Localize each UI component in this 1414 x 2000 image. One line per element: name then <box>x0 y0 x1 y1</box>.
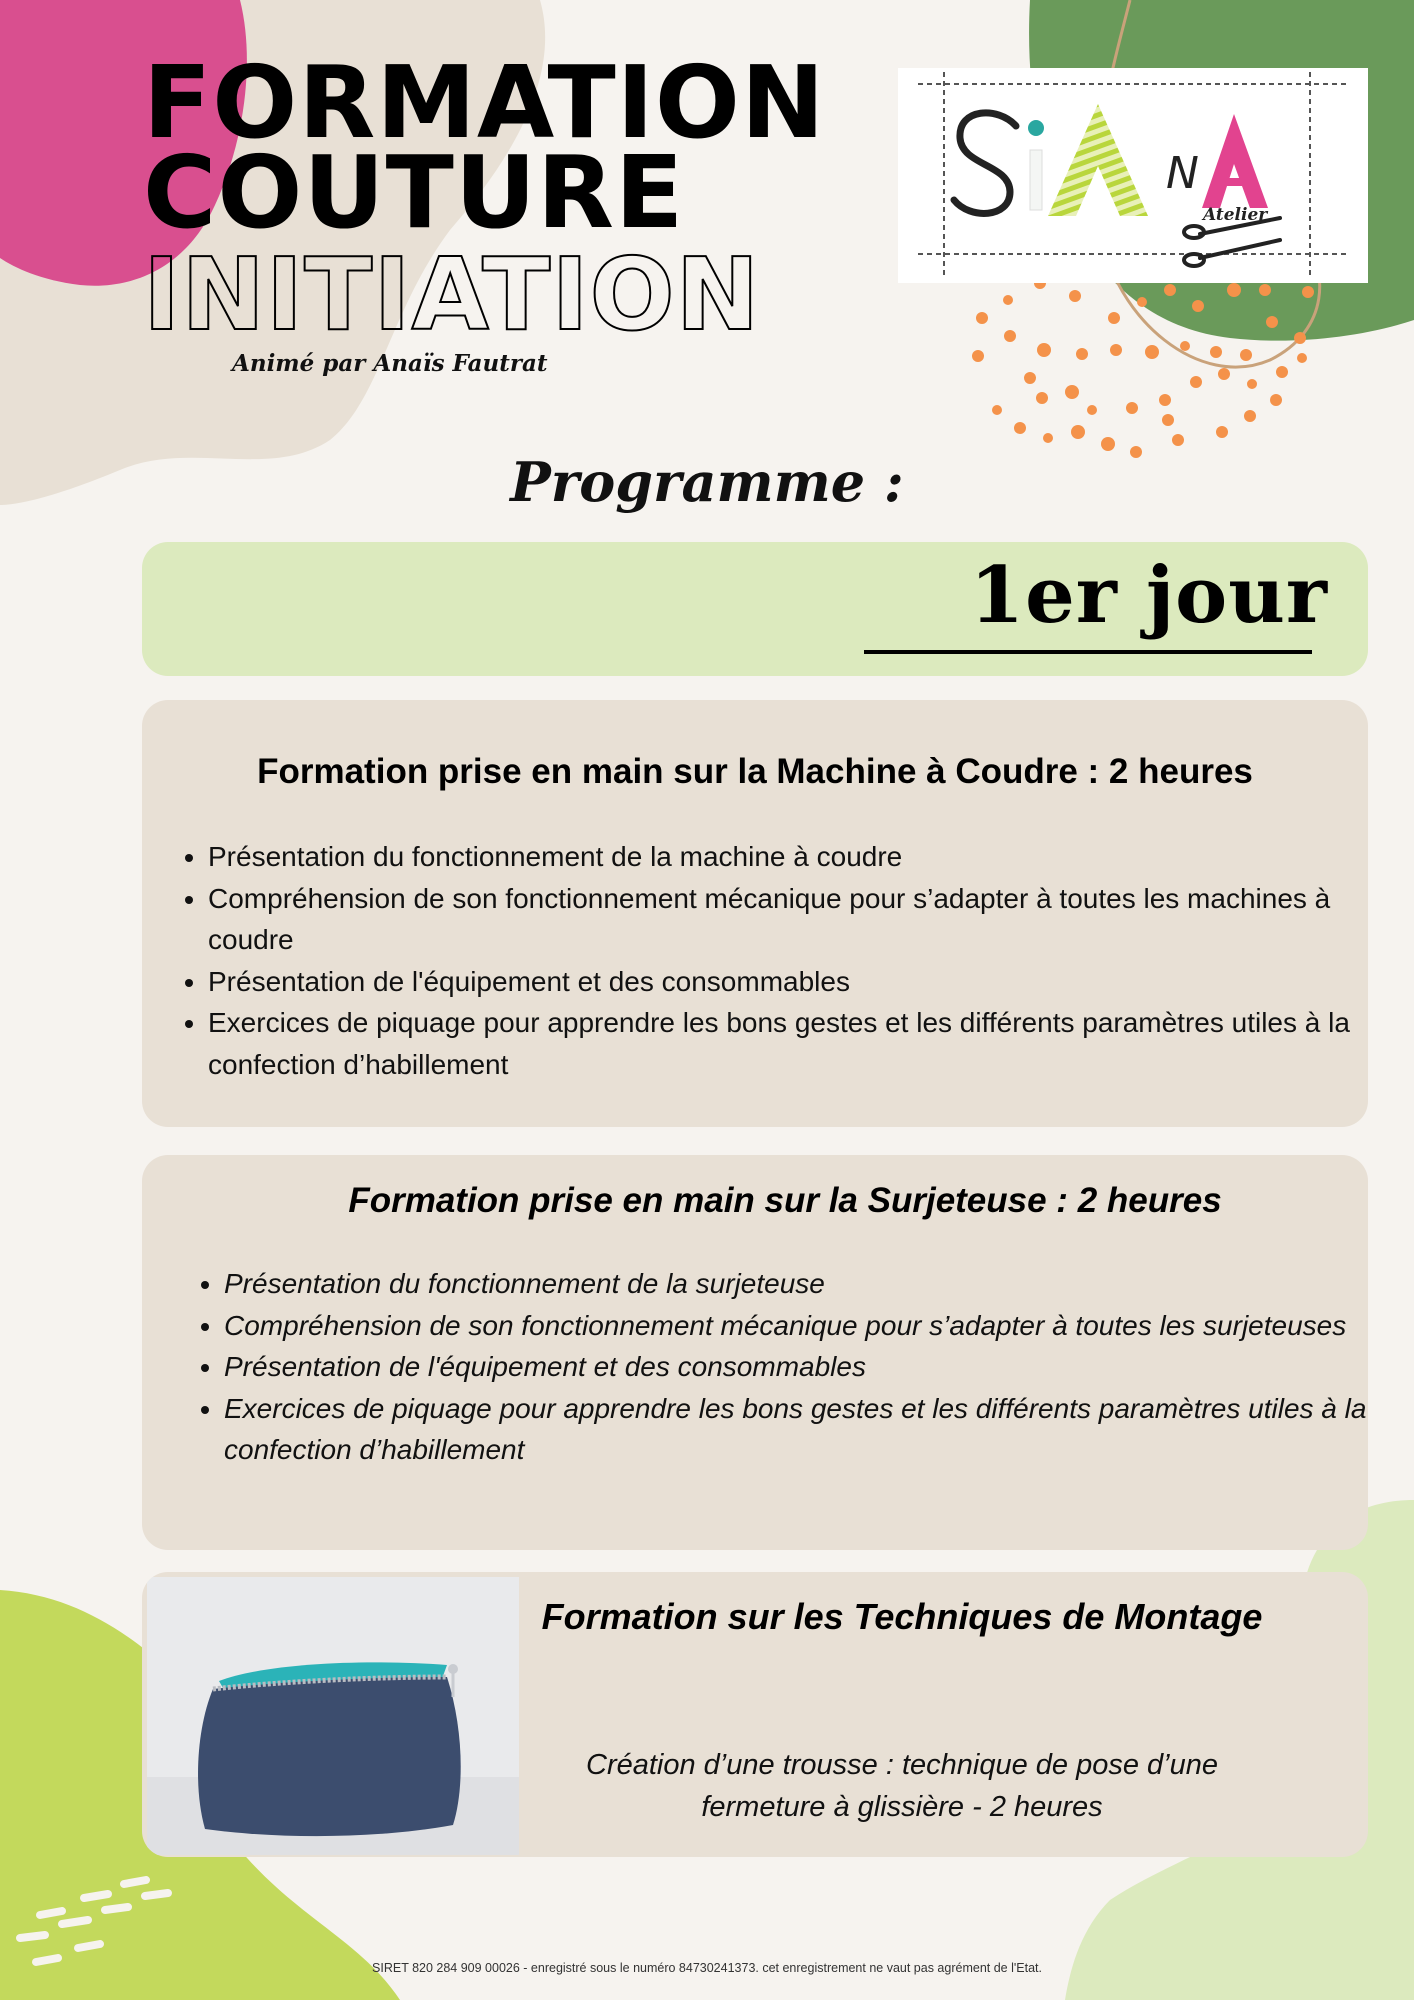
section-title: Formation prise en main sur la Machine à Coudre : 2 heures <box>257 752 1253 791</box>
title-formation: FORMATION <box>143 44 826 161</box>
logo-letter-a <box>1048 104 1148 216</box>
programme-heading: Programme : <box>510 450 904 514</box>
section-description: Création d’une trousse : technique de pose d’une fermeture à glissière - 2 heures <box>586 1749 1218 1823</box>
section-card-surjeteuse <box>142 1155 1368 1550</box>
logo <box>898 68 1368 283</box>
section-title: Formation prise en main sur la Surjeteuse : 2 heures <box>348 1181 1222 1220</box>
section-list <box>194 1263 1374 1471</box>
list-item: • Présentation de l'équipement et des consommables <box>224 1346 1374 1388</box>
list-item: • Présentation du fonctionnement de la surjeteuse <box>224 1263 1374 1305</box>
list-item: • Compréhension de son fonctionnement mécanique pour s’adapter à toutes les machines à coudre <box>208 878 1358 961</box>
list-item: • Présentation de l'équipement et des consommables <box>208 961 1358 1003</box>
list-item: • Compréhension de son fonctionnement mécanique pour s’adapter à toutes les surjeteuses <box>224 1305 1374 1347</box>
section-title: Formation sur les Techniques de Montage <box>541 1596 1263 1637</box>
day-title: 1er jour <box>969 550 1328 641</box>
section-card-montage <box>142 1572 1368 1857</box>
logo-graphic <box>898 68 1368 283</box>
list-item: • Présentation du fonctionnement de la machine à coudre <box>208 836 1358 878</box>
section-list <box>178 836 1358 1085</box>
section-card-machine <box>142 700 1368 1127</box>
list-item: • Exercices de piquage pour apprendre les bons gestes et les différents paramètres utiles à la confection d’habillement <box>208 1002 1358 1085</box>
title-initiation: INITIATION <box>143 236 761 353</box>
day-banner <box>142 542 1368 676</box>
scissors-icon <box>1184 218 1280 266</box>
logo-tagline: Atelier <box>1203 205 1268 225</box>
logo-letter-n: N <box>1166 148 1199 199</box>
logo-letter-s <box>954 113 1016 214</box>
list-item: • Exercices de piquage pour apprendre les bons gestes et les différents paramètres utiles à la confection d’habillement <box>224 1388 1374 1471</box>
day-underline <box>864 650 1312 654</box>
footer-legal: SIRET 820 284 909 00026 - enregistré sous le numéro 84730241373. cet enregistrement ne vaut pas agrément de l'Etat. <box>372 1961 1042 1975</box>
logo-letter-a-pink <box>1202 114 1268 208</box>
author-credit: Animé par Anaïs Fautrat <box>232 350 548 377</box>
title-couture: COUTURE <box>143 134 685 251</box>
pouch-photo <box>147 1577 519 1855</box>
